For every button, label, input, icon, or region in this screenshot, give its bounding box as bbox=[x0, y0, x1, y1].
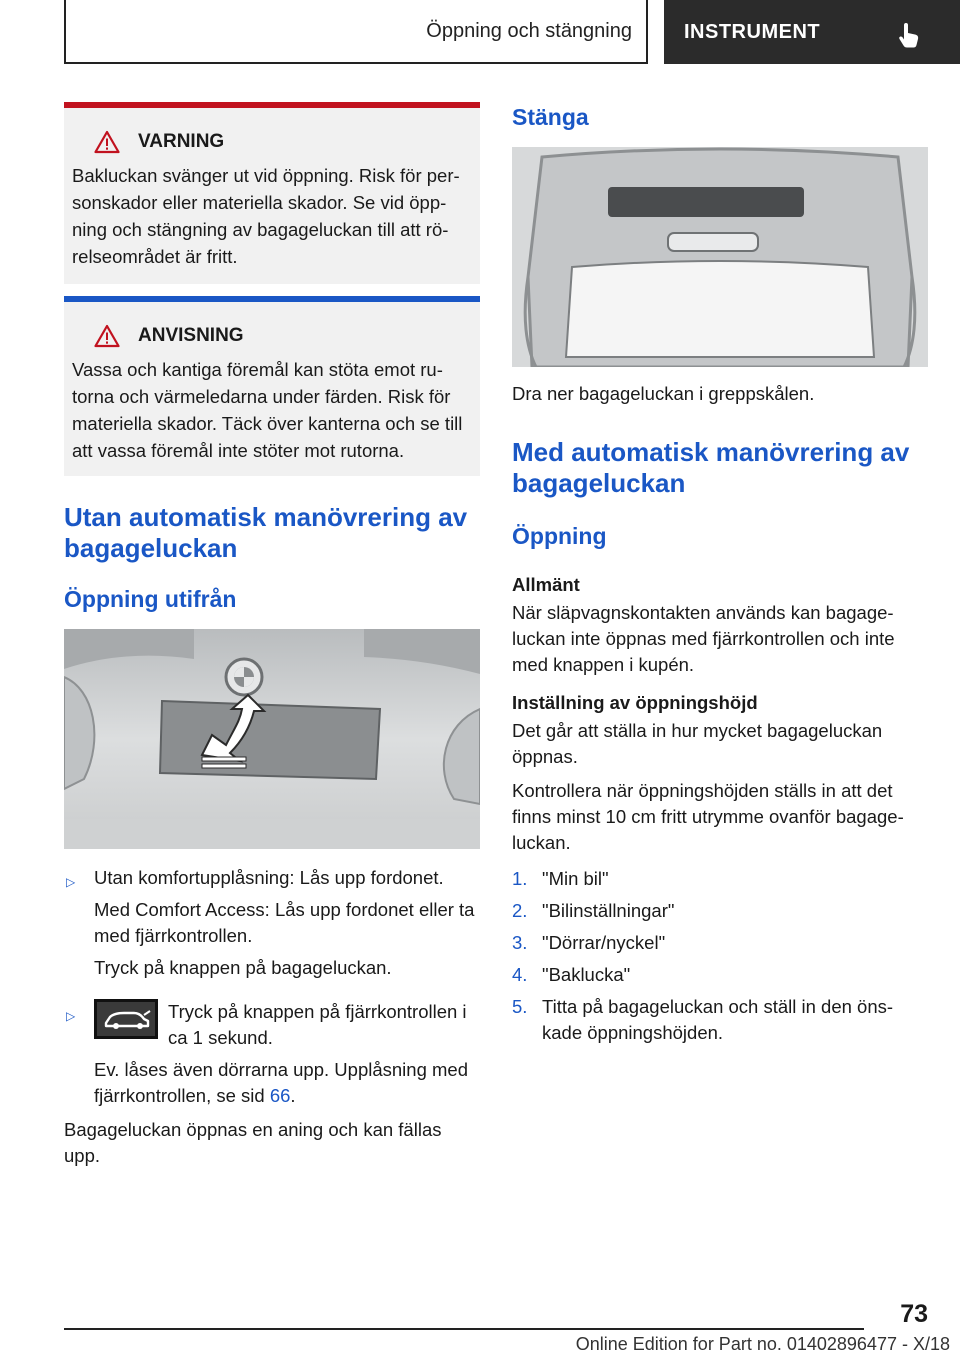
page-link-66[interactable]: 66 bbox=[269, 1085, 291, 1106]
bullet-triangle-icon: ▷ bbox=[66, 875, 76, 889]
list-item: 2. "Bilinställningar" bbox=[512, 900, 675, 921]
warning-title: VARNING bbox=[138, 131, 225, 152]
section-heading-automatic: Med automatisk manövrering av bagageluckan bbox=[512, 437, 910, 498]
bullet-remote-line2 bbox=[94, 1057, 480, 1109]
warning-title-row bbox=[94, 130, 472, 154]
list-item: 1. "Min bil" bbox=[512, 868, 609, 889]
left-column bbox=[64, 102, 480, 1169]
general-text: När släpvagnskontakten används kan bagage-luckan inte öppnas med fjärrkontrollen och inte med knappen i kupén. bbox=[512, 602, 895, 675]
subheading-opening: Öppning bbox=[512, 523, 607, 549]
bullet-remote-text: Ev. låses även dörrarna upp. Upplåsning med fjärrkontrollen, se sid bbox=[94, 1059, 468, 1106]
warning-box bbox=[64, 102, 480, 284]
close-caption: Dra ner bagageluckan i greppskålen. bbox=[512, 383, 815, 404]
trunk-button-photo bbox=[64, 629, 480, 849]
bullet-remote bbox=[64, 999, 480, 1109]
edition-text: Online Edition for Part no. 01402896477 - X/18 bbox=[575, 1334, 950, 1354]
warning-triangle-icon bbox=[94, 130, 120, 154]
bullet-remote-end: . bbox=[290, 1085, 296, 1106]
notice-triangle-icon bbox=[94, 324, 120, 348]
general-title: Allmänt bbox=[512, 574, 580, 595]
list-item: 5. Titta på bagageluckan och ställ in den öns-kade öppningshöjden. bbox=[512, 996, 894, 1043]
bullet-triangle-icon: ▷ bbox=[66, 1009, 76, 1023]
notice-title: ANVISNING bbox=[138, 325, 244, 346]
bullet-unlock-line3: Tryck på knappen på bagageluckan. bbox=[94, 957, 392, 978]
section-heading-manual: Utan automatisk manövrering av bagageluckan bbox=[64, 502, 468, 563]
trunk-close-photo bbox=[512, 147, 928, 367]
page-number: 73 bbox=[900, 1300, 928, 1328]
height-text-2: Kontrollera när öppningshöjden ställs in att det finns minst 10 cm fritt utrymme ovanför bagage-luckan. bbox=[512, 780, 904, 853]
subheading-open-outside: Öppning utifrån bbox=[64, 586, 237, 612]
notice-box bbox=[64, 296, 480, 476]
bullet-remote-line1: Tryck på knappen på fjärrkontrollen i ca 1 sekund. bbox=[168, 1001, 467, 1048]
height-title: Inställning av öppningshöjd bbox=[512, 692, 758, 713]
pointing-hand-icon bbox=[898, 22, 920, 48]
steps-list bbox=[512, 866, 928, 1046]
list-item: 4. "Baklucka" bbox=[512, 964, 631, 985]
section-title: Öppning och stängning bbox=[64, 0, 648, 64]
bullet-unlock-line2: Med Comfort Access: Lås upp fordonet eller ta med fjärrkontrollen. bbox=[94, 899, 475, 946]
notice-title-row bbox=[94, 324, 472, 348]
footer-divider bbox=[64, 1328, 864, 1330]
chapter-title: INSTRUMENT bbox=[684, 20, 821, 43]
warning-text: Bakluckan svänger ut vid öppning. Risk för per-sonskador eller materiella skador. Se vid öpp-ning och stängning av bagageluckan till att rö-relseområdet är fritt. bbox=[72, 165, 460, 267]
chapter-tab bbox=[664, 0, 960, 64]
height-text-1: Det går att ställa in hur mycket bagageluckan öppnas. bbox=[512, 720, 883, 767]
bullet-unlock bbox=[64, 865, 480, 981]
right-column bbox=[512, 102, 928, 1052]
remote-trunk-button-icon bbox=[94, 999, 158, 1039]
bullet-unlock-line1: Utan komfortupplåsning: Lås upp fordonet. bbox=[94, 867, 444, 888]
subheading-close: Stänga bbox=[512, 104, 589, 130]
list-item: 3. "Dörrar/nyckel" bbox=[512, 932, 666, 953]
closing-paragraph: Bagageluckan öppnas en aning och kan fällas upp. bbox=[64, 1119, 442, 1166]
page-header bbox=[64, 0, 960, 64]
notice-text: Vassa och kantiga föremål kan stöta emot ru-torna och värmeledarna under färden. Risk för materiella skador. Täck över kanterna och se till att vassa föremål inte stöter mot rutorna. bbox=[72, 359, 463, 461]
